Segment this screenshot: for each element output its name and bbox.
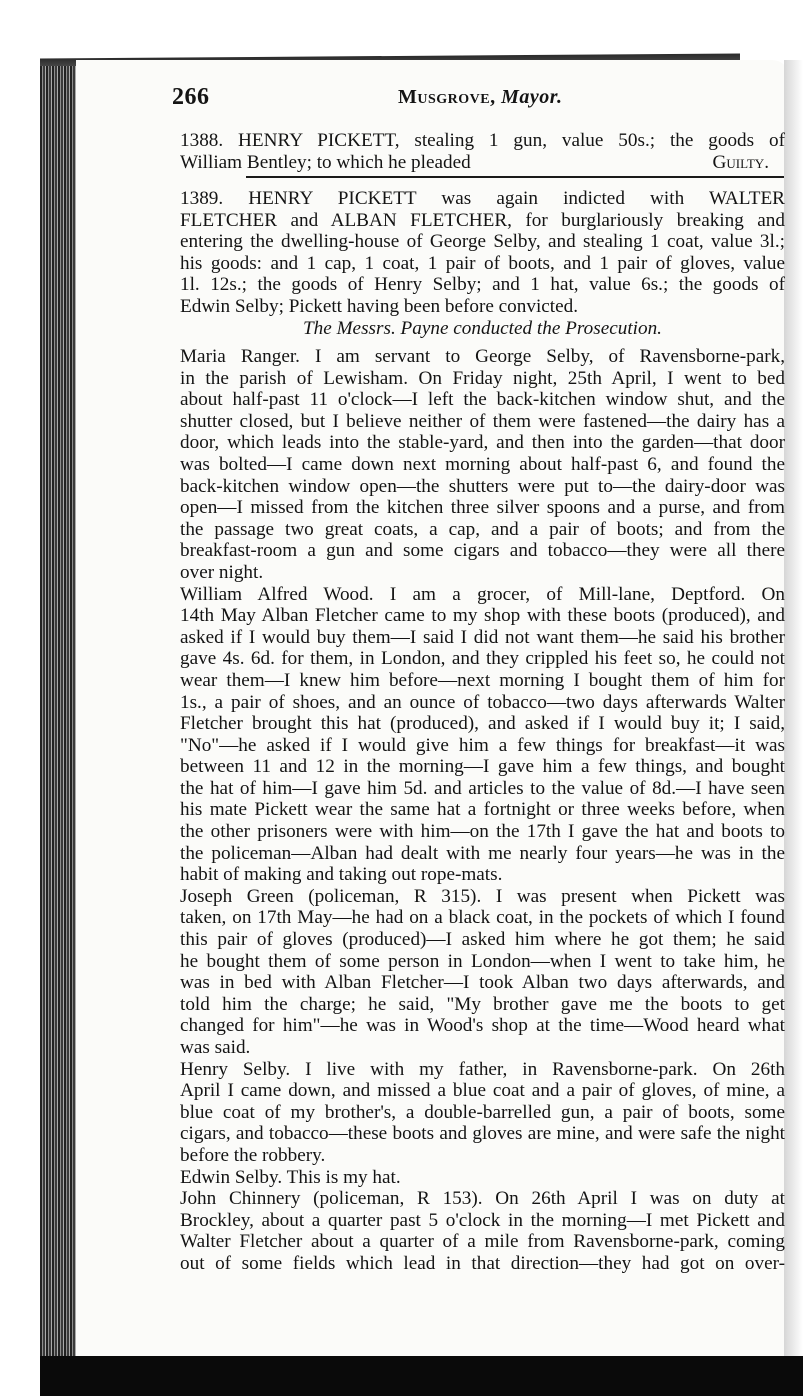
entry-1389-intro xyxy=(180,188,785,339)
intro-line: 1l. 12s.; the goods of Henry Selby; and 1 hat, value 6s.; the goods of xyxy=(180,274,785,296)
running-head-title: Mayor. xyxy=(501,86,563,108)
intro-line: FLETCHER and ALBAN FLETCHER, for burglariously breaking and xyxy=(180,209,785,231)
testimony-line: cigars, and tobacco—these boots and gloves are mine, and were safe the night xyxy=(180,1123,785,1145)
testimony-line: breakfast-room a gun and some cigars and tobacco—they were all there xyxy=(180,540,785,562)
testimony-line: blue coat of my brother's, a double-barrelled gun, a pair of boots, some xyxy=(180,1101,785,1123)
verdict: Guilty. xyxy=(712,151,769,173)
testimony-line: he bought them of some person in London—when I went to take him, he xyxy=(180,950,785,972)
page-number: 266 xyxy=(172,84,210,110)
testimony-line: April I came down, and missed a blue coat and a pair of gloves, of mine, a xyxy=(180,1080,785,1102)
testimony-line: 14th May Alban Fletcher came to my shop with these boots (produced), and xyxy=(180,605,785,627)
testimony-line: the policeman—Alban had dealt with me nearly four years—he was in the xyxy=(180,842,785,864)
running-head xyxy=(398,86,562,109)
testimony-line: wear them—I knew him before—next morning I bought them of him for xyxy=(180,669,785,691)
testimony-line: the passage two great coats, a cap, and a pair of boots; and from the xyxy=(180,518,785,540)
testimony-line: was said. xyxy=(180,1037,251,1058)
testimony-line: Fletcher brought this hat (produced), and asked if I would buy it; I said, xyxy=(180,713,785,735)
entry-1388 xyxy=(180,130,785,173)
testimony-line: was in bed with Alban Fletcher—I took Alban two days afterwards, and xyxy=(180,972,785,994)
testimony-line: his mate Pickett wear the same hat a fortnight or three weeks before, when xyxy=(180,799,785,821)
running-head-name: Musgrove, xyxy=(398,86,496,108)
testimony-line: John Chinnery (policeman, R 153). On 26th April I was on duty at xyxy=(180,1188,785,1210)
page-right-edge xyxy=(784,60,803,1360)
testimony-line: over night. xyxy=(180,561,264,583)
testimony-line: the other prisoners were with him—on the 17th I gave the hat and boots to xyxy=(180,821,785,843)
testimony-line: this pair of gloves (produced)—I asked him where he got them; he said xyxy=(180,929,785,951)
testimony-block xyxy=(180,346,785,1275)
page-header xyxy=(172,84,784,118)
testimony-line: was bolted—I came down next morning about half-past 6, and found the xyxy=(180,453,785,475)
testimony-line: before the robbery. xyxy=(180,1144,326,1166)
entry-1388-line: William Bentley; to which he pleaded Guilty. xyxy=(180,151,769,173)
book-page-edges xyxy=(40,66,78,1356)
testimony-line: "No"—he asked if I would give him a few things for breakfast—it was xyxy=(180,734,785,756)
intro-line: his goods: and 1 cap, 1 coat, 1 pair of boots, and 1 pair of gloves, value xyxy=(180,252,785,274)
testimony-line: the hat of him—I gave him 5d. and articles to the value of 8d.—I have seen xyxy=(180,777,785,799)
testimony-line: changed for him"—he was in Wood's shop at the time—Wood heard what xyxy=(180,1015,785,1037)
testimony-line: Edwin Selby. This is my hat. xyxy=(180,1166,401,1188)
testimony-line: 1s., a pair of shoes, and an ounce of tobacco—two days afterwards Walter xyxy=(180,691,785,713)
testimony-line: gave 4s. 6d. for them, in London, and they crippled his feet so, he could not xyxy=(180,648,785,670)
testimony-line: between 11 and 12 in the morning—I gave him a few things, and bought xyxy=(180,756,785,778)
testimony-line: taken, on 17th May—he had on a black coat, in the pockets of which I found xyxy=(180,907,785,929)
testimony-line: habit of making and taking out rope-mats. xyxy=(180,864,503,886)
intro-line: entering the dwelling-house of George Selby, and stealing 1 coat, value 3l.; xyxy=(180,231,785,253)
testimony-line: Maria Ranger. I am servant to George Selby, of Ravensborne-park, xyxy=(180,346,785,367)
entry-1388-line: 1388. HENRY PICKETT, stealing 1 gun, value 50s.; the goods of xyxy=(180,130,785,151)
testimony-line: shutter closed, but I believe neither of them were fastened—the dairy has a xyxy=(180,410,785,432)
testimony-line: about half-past 11 o'clock—I left the back-kitchen window shut, and the xyxy=(180,389,785,411)
testimony-line: back-kitchen window open—the shutters were put to—the dairy-door was xyxy=(180,475,785,497)
testimony-line: Joseph Green (policeman, R 315). I was present when Pickett was xyxy=(180,885,785,907)
testimony-line: Brockley, about a quarter past 5 o'clock in the morning—I met Pickett and xyxy=(180,1209,785,1231)
testimony-line: asked if I would buy them—I said I did not want them—he said his brother xyxy=(180,626,785,648)
scan-bottom-border xyxy=(40,1356,803,1396)
testimony-line: in the parish of Lewisham. On Friday night, 25th April, I went to bed xyxy=(180,367,785,389)
testimony-line: door, which leads into the stable-yard, and then into the garden—that door xyxy=(180,432,785,454)
testimony-line: William Alfred Wood. I am a grocer, of Mill-lane, Deptford. On xyxy=(180,583,785,605)
testimony-line: Walter Fletcher about a quarter of a mile from Ravensborne-park, coming xyxy=(180,1231,785,1253)
prosecution-note: The Messrs. Payne conducted the Prosecution. xyxy=(303,317,662,339)
section-rule xyxy=(246,176,784,178)
intro-line: Edwin Selby; Pickett having been before convicted. xyxy=(180,295,579,317)
intro-line: 1389. HENRY PICKETT was again indicted with WALTER xyxy=(180,188,785,209)
testimony-line: out of some fields which lead in that direction—they had got on over- xyxy=(180,1252,785,1274)
testimony-line: told him the charge; he said, "My brother gave me the boots to get xyxy=(180,993,785,1015)
testimony-line: Henry Selby. I live with my father, in Ravensborne-park. On 26th xyxy=(180,1058,785,1080)
testimony-line: open—I missed from the kitchen three silver spoons and a purse, and from xyxy=(180,497,785,519)
